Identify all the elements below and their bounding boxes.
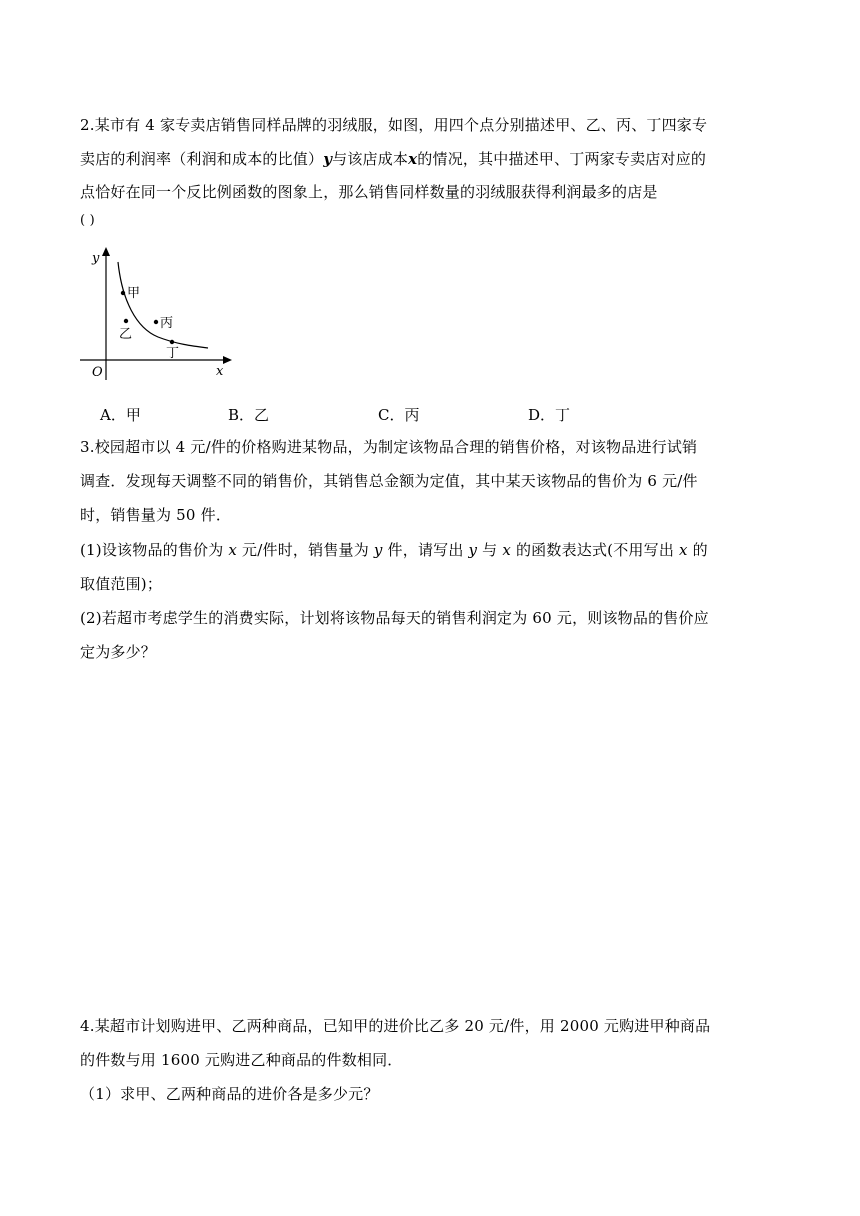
q4-line-2: 的件数与用 1600 元购进乙种商品的件数相同．	[80, 1051, 403, 1069]
y-axis-arrow	[102, 247, 110, 256]
q3-p1-text-c: 件，请写出	[382, 541, 469, 559]
q2-text-b: 与该店成本	[332, 150, 409, 168]
q3-part2-line-2: 定为多少？	[80, 643, 157, 661]
choice-b[interactable]: B．乙	[228, 406, 270, 424]
choice-c[interactable]: C．丙	[378, 406, 420, 424]
x-axis-arrow	[223, 356, 232, 364]
q3-p1-var-x3: x	[679, 541, 688, 559]
point-yi-label: 乙	[119, 327, 133, 342]
q3-p1-text-e: 的函数表达式(不用写出	[511, 541, 680, 559]
q2-choices	[100, 404, 700, 424]
q3-part1-line-1	[80, 539, 708, 560]
q3-p1-var-y: y	[373, 541, 383, 559]
q3-p1-text-a: (1)设该物品的售价为	[80, 541, 229, 559]
q3-p1-var-y2: y	[468, 541, 478, 559]
q2-var-x: x	[408, 150, 418, 168]
y-axis-label: y	[92, 251, 100, 266]
q3-p1-text-d: 与	[477, 541, 503, 559]
q3-line-1: 3.校园超市以 4 元/件的价格购进某物品，为制定该物品合理的销售价格，对该物品进行试销	[80, 438, 698, 456]
q3-line-3: 时，销售量为 50 件．	[80, 506, 232, 524]
q3-line-2: 调查．发现每天调整不同的销售价，其销售总金额为定值，其中某天该物品的售价为 6 元/件	[80, 472, 698, 490]
q4-part1: （1）求甲、乙两种商品的进价各是多少元？	[80, 1085, 379, 1103]
q3-part2-line-1: (2)若超市考虑学生的消费实际，计划将该物品每天的销售利润定为 60 元，则该物品的售价应	[80, 609, 709, 627]
choice-d[interactable]: D．丁	[528, 406, 571, 424]
q2-figure	[80, 240, 240, 385]
q3-p1-text-b: 元/件时，销售量为	[237, 541, 374, 559]
q2-answer-blank: ( )	[80, 213, 95, 228]
q2-line-2	[80, 148, 706, 169]
origin-label: O	[92, 365, 103, 380]
point-bing-label: 丙	[160, 316, 174, 331]
q3-p1-var-x: x	[228, 541, 238, 559]
point-jia	[121, 291, 125, 295]
x-axis-label: x	[216, 364, 224, 379]
q4-line-1: 4.某超市计划购进甲、乙两种商品，已知甲的进价比乙多 20 元/件，用 2000 元购进甲种商品	[80, 1017, 711, 1035]
q3-part1-line-2: 取值范围)；	[80, 575, 163, 593]
q2-text-c: 的情况，其中描述甲、丁两家专卖店对应的	[417, 150, 707, 168]
point-jia-label: 甲	[127, 286, 141, 301]
point-yi	[124, 319, 128, 323]
point-ding-label: 丁	[166, 346, 180, 361]
q3-p1-text-f: 的	[687, 541, 708, 559]
q2-line-3: 点恰好在同一个反比例函数的图象上，那么销售同样数量的羽绒服获得利润最多的店是	[80, 183, 658, 201]
q2-line-1: 2.某市有 4 家专卖店销售同样品牌的羽绒服，如图，用四个点分别描述甲、乙、丙、丁四家专	[80, 116, 708, 134]
q2-var-y: y	[323, 150, 333, 168]
point-ding	[170, 340, 174, 344]
q2-text-a: 卖店的利润率（利润和成本的比值）	[80, 150, 324, 168]
point-bing	[154, 320, 158, 324]
q3-p1-var-x2: x	[502, 541, 512, 559]
choice-a[interactable]: A．甲	[100, 406, 141, 424]
